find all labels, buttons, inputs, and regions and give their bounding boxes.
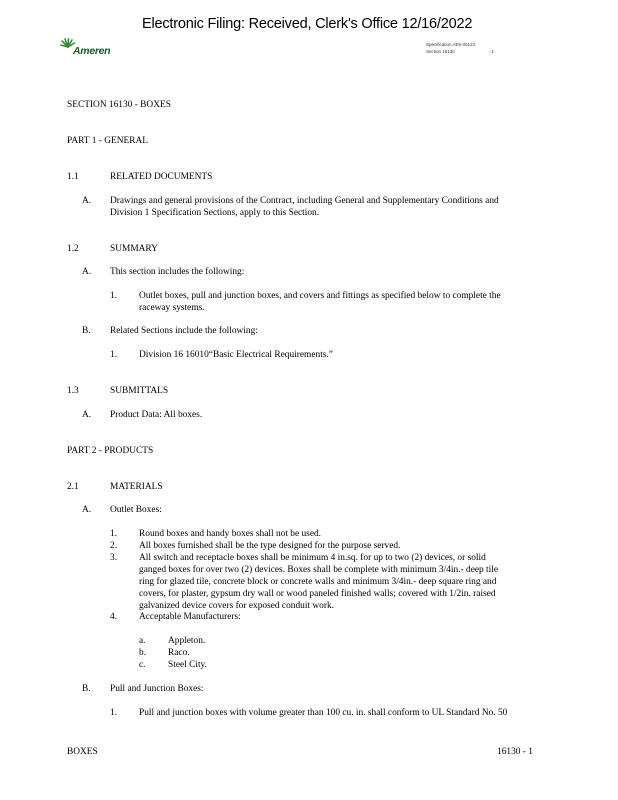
article-1-3-title: SUBMITTALS	[110, 386, 169, 396]
article-1-3-number: 1.3	[67, 386, 79, 396]
item-1-2-a-1-label: 1.	[110, 291, 118, 301]
text-line: covers, for plaster, gypsum dry wall or wood paneled finished walls; covered with 1/2in. raised	[139, 589, 496, 599]
text-line: ring for glazed tile, concrete block or concrete walls and minimum 3/4in.- deep square ring and	[139, 577, 497, 587]
item-2-1-b-1-text: Pull and junction boxes with volume greater than 100 cu. in. shall conform to UL Standard No. 50	[139, 708, 508, 718]
outlet-item-4-label: 4.	[110, 612, 118, 622]
outlet-item-2-label: 2.	[110, 541, 118, 551]
para-1-2-b-text: Related Sections include the following:	[110, 326, 258, 336]
article-1-1-number: 1.1	[67, 172, 79, 182]
manufacturer-c-label: c.	[139, 660, 146, 670]
text-line: Outlet boxes, pull and junction boxes, and covers and fittings as specified below to complete the	[139, 291, 501, 301]
manufacturer-b-label: b.	[139, 648, 147, 658]
para-1-2-b-label: B.	[82, 326, 91, 336]
outlet-item-2-text: All boxes furnished shall be the type designed for the purpose served.	[139, 541, 401, 551]
outlet-item-3-text	[139, 552, 498, 612]
manufacturer-b-text: Raco.	[168, 648, 190, 658]
article-2-1-number: 2.1	[67, 482, 79, 492]
text-line: All switch and receptacle boxes shall be minimum 4 in.sq. for up to two (2) devices, or solid	[139, 553, 486, 563]
spec-number: Specification AE5-00123	[426, 42, 476, 47]
text-line: Drawings and general provisions of the Contract, including General and Supplementary Conditions and	[110, 196, 499, 206]
item-1-2-b-1-text: Division 16 16010“Basic Electrical Requirements.”	[139, 350, 333, 360]
logo-wordmark: Ameren	[73, 45, 111, 57]
text-line: raceway systems.	[139, 303, 205, 313]
manufacturer-a-label: a.	[139, 636, 146, 646]
article-1-1-title: RELATED DOCUMENTS	[110, 172, 213, 182]
item-2-1-b-1-label: 1.	[110, 708, 118, 718]
para-1-1-a-label: A.	[82, 196, 92, 206]
section-title: SECTION 16130 - BOXES	[67, 100, 171, 110]
part1-heading: PART 1 - GENERAL	[67, 136, 148, 146]
article-1-2-title: SUMMARY	[110, 244, 158, 254]
para-1-1-a-text	[110, 195, 499, 219]
footer-page-number: 16130 - 1	[497, 747, 533, 757]
spec-header	[426, 41, 494, 55]
para-1-3-a-text: Product Data: All boxes.	[110, 410, 203, 420]
outlet-item-1-label: 1.	[110, 529, 118, 539]
article-1-2-number: 1.2	[67, 244, 79, 254]
para-1-2-a-label: A.	[82, 267, 92, 277]
article-2-1-title: MATERIALS	[110, 482, 163, 492]
text-line: Division 1 Specification Sections, apply to this Section.	[110, 208, 320, 218]
para-2-1-b-text: Pull and Junction Boxes:	[110, 684, 204, 694]
part2-heading: PART 2 - PRODUCTS	[67, 446, 154, 456]
text-line: ganged boxes for over two (2) devices. Boxes shall be complete with minimum 3/4in.- deep tile	[139, 565, 499, 575]
para-1-3-a-label: A.	[82, 410, 92, 420]
ameren-logo	[60, 38, 120, 62]
text-line: galvanized device covers for exposed conduit work.	[139, 601, 334, 611]
outlet-item-1-text: Round boxes and handy boxes shall not be used.	[139, 529, 322, 539]
para-2-1-a-label: A.	[82, 505, 92, 515]
manufacturer-a-text: Appleton.	[168, 636, 206, 646]
filing-stamp: Electronic Filing: Received, Clerk's Office 12/16/2022	[142, 16, 473, 32]
item-1-2-a-1-text	[139, 290, 501, 314]
item-1-2-b-1-label: 1.	[110, 350, 118, 360]
manufacturer-c-text: Steel City.	[168, 660, 207, 670]
outlet-item-3-label: 3.	[110, 553, 118, 563]
outlet-item-4-text: Acceptable Manufacturers:	[139, 612, 241, 622]
para-2-1-b-label: B.	[82, 684, 91, 694]
para-1-2-a-text: This section includes the following:	[110, 267, 245, 277]
footer-left: BOXES	[67, 747, 98, 757]
para-2-1-a-text: Outlet Boxes:	[110, 505, 162, 515]
spec-page-ref: - 1	[488, 49, 495, 54]
spec-section: Section 16130	[426, 49, 455, 54]
